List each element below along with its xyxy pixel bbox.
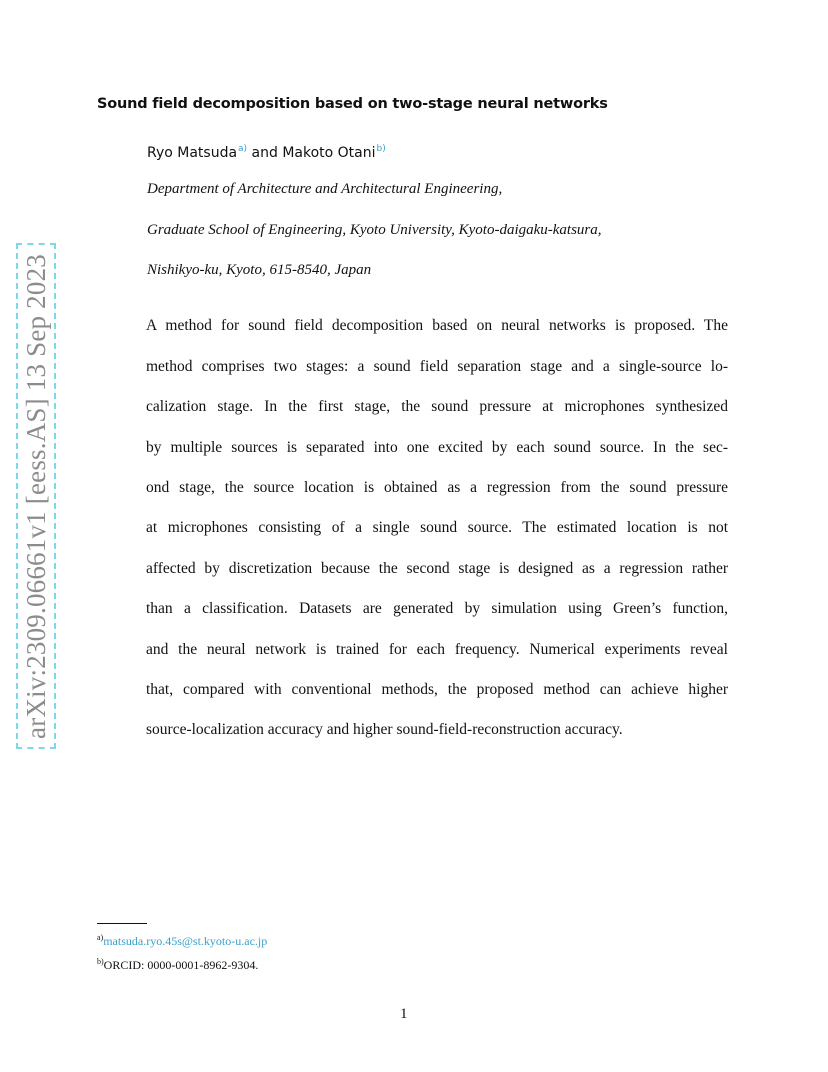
author-footnote-mark[interactable]: a)	[238, 144, 248, 154]
affiliation-line: Graduate School of Engineering, Kyoto University, Kyoto-daigaku-katsura,	[147, 222, 602, 238]
abstract-line: source-localization accuracy and higher sound-field-reconstruction accuracy.	[146, 721, 623, 738]
abstract-line: at microphones consisting of a single sound source. The estimated location is not	[146, 519, 728, 536]
abstract-line: by multiple sources is separated into one excited by each sound source. In the sec-	[146, 439, 728, 456]
footnote-divider	[97, 923, 147, 924]
affiliation-line: Nishikyo-ku, Kyoto, 615-8540, Japan	[147, 262, 372, 278]
orcid-text: ORCID: 0000-0001-8962-9304.	[103, 958, 259, 972]
paper-title: Sound field decomposition based on two-stage neural networks	[97, 96, 608, 112]
author-name: Ryo Matsuda	[147, 145, 238, 161]
author-line	[147, 144, 386, 161]
affiliation-line: Department of Architecture and Architectural Engineering,	[147, 181, 503, 197]
abstract-line: calization stage. In the first stage, the sound pressure at microphones synthesized	[146, 398, 728, 415]
abstract-line: method comprises two stages: a sound field separation stage and a single-source lo-	[146, 358, 728, 375]
abstract-line: ond stage, the source location is obtained as a regression from the sound pressure	[146, 479, 728, 496]
page-number: 1	[400, 1006, 408, 1022]
author-connector: and	[247, 145, 283, 161]
footnote-email	[97, 933, 267, 949]
abstract-line: than a classification. Datasets are generated by simulation using Green’s function,	[146, 600, 728, 617]
arxiv-identifier-stamp	[16, 243, 56, 749]
abstract-line: that, compared with conventional methods, the proposed method can achieve higher	[146, 681, 728, 698]
author-name: Makoto Otani	[282, 145, 376, 161]
footnote-mark: a)	[97, 933, 104, 942]
footnote-mark: b)	[97, 957, 104, 966]
abstract-line: A method for sound field decomposition based on neural networks is proposed. The	[146, 317, 728, 334]
abstract-line: and the neural network is trained for each frequency. Numerical experiments reveal	[146, 641, 728, 658]
arxiv-identifier-text: arXiv:2309.06661v1 [eess.AS] 13 Sep 2023	[20, 253, 51, 739]
footnote-orcid	[97, 957, 258, 973]
email-link[interactable]: matsuda.ryo.45s@st.kyoto-u.ac.jp	[103, 934, 268, 948]
abstract-line: affected by discretization because the second stage is designed as a regression rather	[146, 560, 728, 577]
author-footnote-mark[interactable]: b)	[376, 144, 386, 154]
